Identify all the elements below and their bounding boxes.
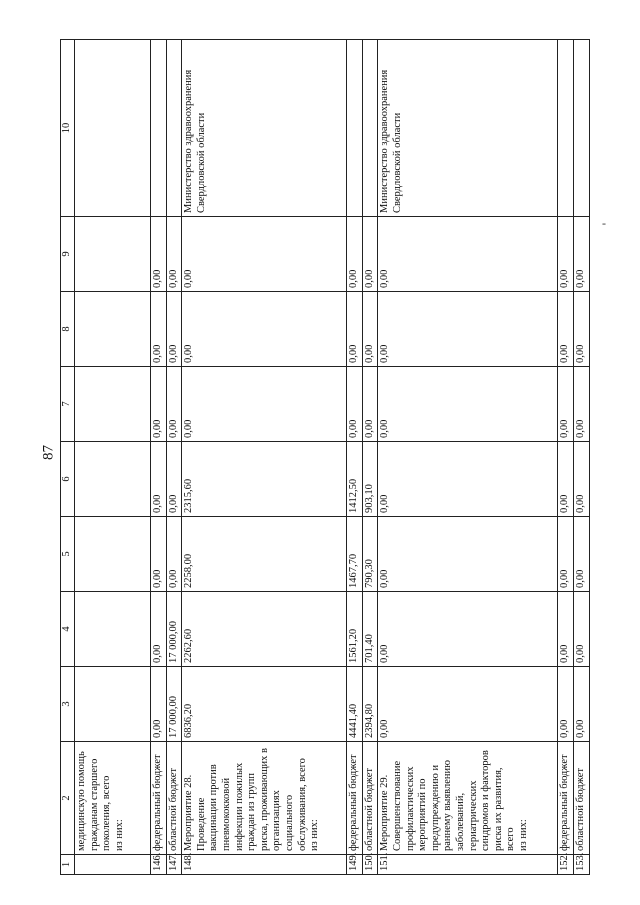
value-cell: 6836,20	[182, 667, 347, 742]
value-cell	[75, 292, 151, 367]
value-cell: 0,00	[166, 292, 182, 367]
value-cell: 0,00	[362, 217, 378, 292]
row-description: областной бюджет	[573, 742, 589, 855]
table-row	[573, 40, 589, 875]
header-cell: 10	[61, 40, 75, 217]
value-cell: 0,00	[378, 367, 558, 442]
responsible-cell	[347, 40, 363, 217]
value-cell: 0,00	[573, 517, 589, 592]
value-cell: 0,00	[378, 517, 558, 592]
value-cell	[75, 592, 151, 667]
value-cell: 1561,20	[347, 592, 363, 667]
table-row	[182, 40, 347, 875]
value-cell: 0,00	[151, 217, 167, 292]
header-cell: 4	[61, 592, 75, 667]
value-cell: 0,00	[182, 367, 347, 442]
value-cell: 0,00	[151, 367, 167, 442]
value-cell: 0,00	[166, 517, 182, 592]
row-number: 150.	[362, 855, 378, 875]
table-row	[166, 40, 182, 875]
value-cell: 0,00	[182, 292, 347, 367]
value-cell: 0,00	[573, 217, 589, 292]
value-cell: 0,00	[347, 367, 363, 442]
row-number: 146.	[151, 855, 167, 875]
value-cell: 0,00	[573, 667, 589, 742]
header-row	[61, 40, 75, 875]
value-cell: 0,00	[151, 667, 167, 742]
row-description: областной бюджет	[362, 742, 378, 855]
header-cell: 3	[61, 667, 75, 742]
row-description: федеральный бюджет	[347, 742, 363, 855]
value-cell: 1412,50	[347, 442, 363, 517]
value-cell: 0,00	[347, 292, 363, 367]
value-cell: 701,40	[362, 592, 378, 667]
budget-table	[60, 39, 590, 875]
value-cell: 0,00	[573, 292, 589, 367]
value-cell	[75, 217, 151, 292]
table-viewport	[60, 60, 586, 875]
value-cell: 903,10	[362, 442, 378, 517]
row-number: 151.	[378, 855, 558, 875]
header-cell: 7	[61, 367, 75, 442]
value-cell	[75, 367, 151, 442]
row-description: медицинскую помощь гражданам старшего поколения, всего из них:	[75, 742, 151, 855]
value-cell: 0,00	[558, 442, 574, 517]
responsible-cell	[151, 40, 167, 217]
value-cell: 0,00	[151, 442, 167, 517]
value-cell: 0,00	[378, 667, 558, 742]
value-cell: 0,00	[182, 217, 347, 292]
table-row	[75, 40, 151, 875]
responsible-cell: Министерство здравоохранения Свердловской области	[182, 40, 347, 217]
responsible-cell	[166, 40, 182, 217]
value-cell: 0,00	[558, 292, 574, 367]
value-cell: 0,00	[558, 592, 574, 667]
value-cell: 17 000,00	[166, 667, 182, 742]
row-description: Мероприятие 29. Совершенствование профилактических мероприятий по предупреждению и раннему выявлению заболеваний, гериатрических синдромов и факторов риска их развития, всего из них:	[378, 742, 558, 855]
value-cell: 4441,40	[347, 667, 363, 742]
value-cell: 0,00	[151, 592, 167, 667]
value-cell: 17 000,00	[166, 592, 182, 667]
header-cell: 1	[61, 855, 75, 875]
row-description: федеральный бюджет	[558, 742, 574, 855]
row-description: федеральный бюджет	[151, 742, 167, 855]
responsible-cell	[573, 40, 589, 217]
value-cell: 0,00	[378, 592, 558, 667]
value-cell: 0,00	[362, 367, 378, 442]
row-number: 149.	[347, 855, 363, 875]
header-cell: 2	[61, 742, 75, 855]
value-cell: 0,00	[378, 442, 558, 517]
responsible-cell	[75, 40, 151, 217]
row-number: 147.	[166, 855, 182, 875]
value-cell: 1467,70	[347, 517, 363, 592]
value-cell: 2394,80	[362, 667, 378, 742]
header-cell: 8	[61, 292, 75, 367]
page-number: 87	[40, 445, 57, 460]
value-cell: 0,00	[362, 292, 378, 367]
value-cell: 0,00	[558, 367, 574, 442]
value-cell	[75, 442, 151, 517]
value-cell: 2262,60	[182, 592, 347, 667]
table-row	[347, 40, 363, 875]
value-cell: 0,00	[151, 517, 167, 592]
table-row	[151, 40, 167, 875]
value-cell: 0,00	[151, 292, 167, 367]
value-cell: 0,00	[378, 217, 558, 292]
row-number: 153.	[573, 855, 589, 875]
value-cell: 0,00	[573, 592, 589, 667]
value-cell: 790,30	[362, 517, 378, 592]
header-cell: 5	[61, 517, 75, 592]
header-cell: 6	[61, 442, 75, 517]
row-number: 148.	[182, 855, 347, 875]
row-description: областной бюджет	[166, 742, 182, 855]
responsible-cell	[558, 40, 574, 217]
header-cell: 9	[61, 217, 75, 292]
rotated-table-container	[60, 60, 586, 875]
value-cell	[75, 517, 151, 592]
value-cell: 0,00	[573, 442, 589, 517]
table-row	[558, 40, 574, 875]
table-row	[362, 40, 378, 875]
value-cell: 0,00	[166, 367, 182, 442]
value-cell: 0,00	[573, 367, 589, 442]
row-number: 152.	[558, 855, 574, 875]
row-description: Мероприятие 28. Проведение вакцинации против пневмококковой инфекции пожилых граждан из групп риска, проживающих в организациях социального обслуживания, всего из них:	[182, 742, 347, 855]
value-cell: 0,00	[558, 517, 574, 592]
value-cell: 0,00	[558, 667, 574, 742]
value-cell	[75, 667, 151, 742]
value-cell: 2258,00	[182, 517, 347, 592]
value-cell: 0,00	[378, 292, 558, 367]
row-number	[75, 855, 151, 875]
margin-mark: -	[602, 216, 606, 230]
value-cell: 0,00	[558, 217, 574, 292]
value-cell: 2315,60	[182, 442, 347, 517]
value-cell: 0,00	[166, 442, 182, 517]
value-cell: 0,00	[166, 217, 182, 292]
table-row	[378, 40, 558, 875]
responsible-cell: Министерство здравоохранения Свердловской области	[378, 40, 558, 217]
value-cell: 0,00	[347, 217, 363, 292]
responsible-cell	[362, 40, 378, 217]
